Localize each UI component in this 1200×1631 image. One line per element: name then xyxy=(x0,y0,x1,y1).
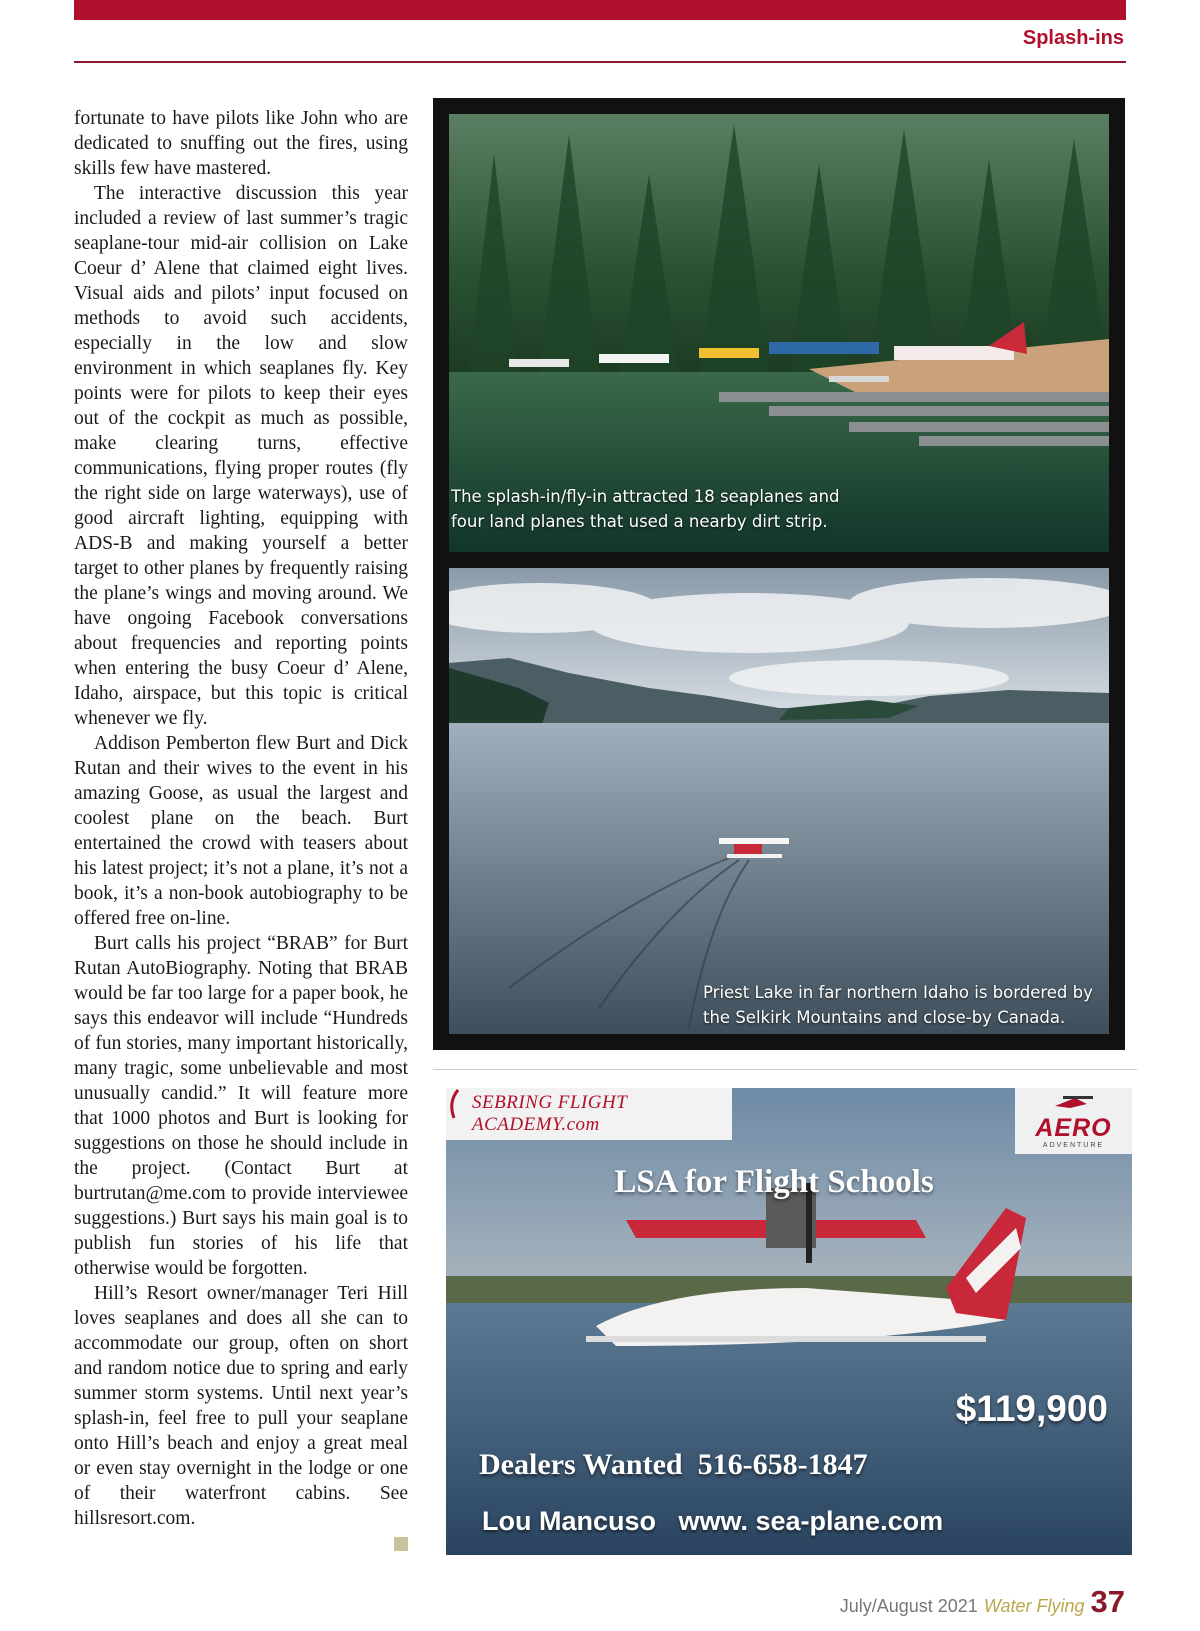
sebring-swoosh-icon xyxy=(446,1088,462,1120)
magazine-name: Water Flying xyxy=(983,1596,1085,1616)
article-body xyxy=(74,106,408,1551)
ad-headline: LSA for Flight Schools xyxy=(614,1164,934,1200)
aero-wordmark: AERO xyxy=(1035,1114,1112,1142)
article-paragraph: Burt calls his project “BRAB” for Burt Rutan AutoBiography. Noting that BRAB would be far too large for a paper book, he says this endeavor will include “Hundreds of fun stories, many important historically, many tragic, some unbelievable and most unusually candid.” It will feature more that 1000 photos and Burt is looking for suggestions on those he should include in the project. (Contact Burt at burtrutan@me.com to provide interviewee suggestions.) Burt says his main goal is to publish fun stories of his life that otherwise would be forgotten. xyxy=(74,933,408,1279)
sebring-logo xyxy=(446,1088,732,1140)
article-paragraph: Hill’s Resort owner/manager Teri Hill loves seaplanes and does all she can to accommodate our group, often on short and random notice due to spring and early summer storm systems. Until next year’s splash-in, feel free to pull your seaplane onto Hill’s beach and enjoy a great meal or even stay overnight in the lodge or one of their waterfront cabins. See hillsresort.com. xyxy=(74,1283,408,1529)
ad-price: $119,900 xyxy=(955,1388,1108,1429)
end-of-article-mark xyxy=(394,1537,408,1551)
page-footer xyxy=(840,1584,1125,1620)
photo-caption: Priest Lake in far northern Idaho is bordered by the Selkirk Mountains and close-by Canada. xyxy=(703,983,1093,1027)
photo-frame xyxy=(433,98,1125,1050)
header-rule xyxy=(74,61,1126,63)
aero-subtext: ADVENTURE xyxy=(1042,1142,1105,1149)
article-paragraph: Addison Pemberton flew Burt and Dick Rutan and their wives to the event in his amazing Goose, as usual the largest and coolest plane on the beach. Burt entertained the crowd with teasers about his latest project; it’s not a plane, it’s not a book, it’s a non-book autobiography to be offered free on-line. xyxy=(74,733,408,929)
aero-adventure-logo xyxy=(1015,1088,1132,1154)
section-label: Splash-ins xyxy=(1022,27,1124,49)
ad-divider xyxy=(433,1069,1137,1070)
advertisement xyxy=(446,1088,1132,1555)
seaplane-ad-illustration xyxy=(446,1088,1132,1555)
article-paragraph: The interactive discussion this year included a review of last summer’s tragic seaplane-tour mid-air collision on Lake Coeur d’ Alene that claimed eight lives. Visual aids and pilots’ input focused on methods to avoid such accidents, especially in the low and slow environment in which seaplanes fly. Key points were for pilots to keep their eyes out of the cockpit as much as possible, make clearing turns, effective communications, flying proper routes (fly the right side on large waterways), use of good aircraft lighting, equipping with ADS-B and making yourself a better target to other planes by frequently raising the plane’s wings and moving around. We have ongoing Facebook conversations about frequencies and reporting points when entering the busy Coeur d’ Alene, Idaho, airspace, but this topic is critical whenever we fly. xyxy=(74,183,408,729)
top-accent-bar xyxy=(74,0,1126,20)
ad-dealers-line: Dealers Wanted 516-658-1847 xyxy=(479,1448,868,1481)
ad-contact-line: Lou Mancuso www. sea-plane.com xyxy=(482,1506,944,1536)
article-paragraph: fortunate to have pilots like John who are dedicated to snuffing out the fires, using skills few have mastered. xyxy=(74,108,408,179)
photo-seaplanes-dock xyxy=(449,114,1109,552)
issue-date: July/August 2021 xyxy=(839,1596,978,1616)
photo-caption: The splash-in/fly-in attracted 18 seaplanes and four land planes that used a nearby dirt strip. xyxy=(451,487,840,531)
sebring-wordmark: SEBRING FLIGHT ACADEMY.com xyxy=(472,1092,627,1135)
photo-priest-lake xyxy=(449,568,1109,1034)
page-number: 37 xyxy=(1090,1584,1125,1619)
priest-lake-illustration xyxy=(449,568,1109,1034)
